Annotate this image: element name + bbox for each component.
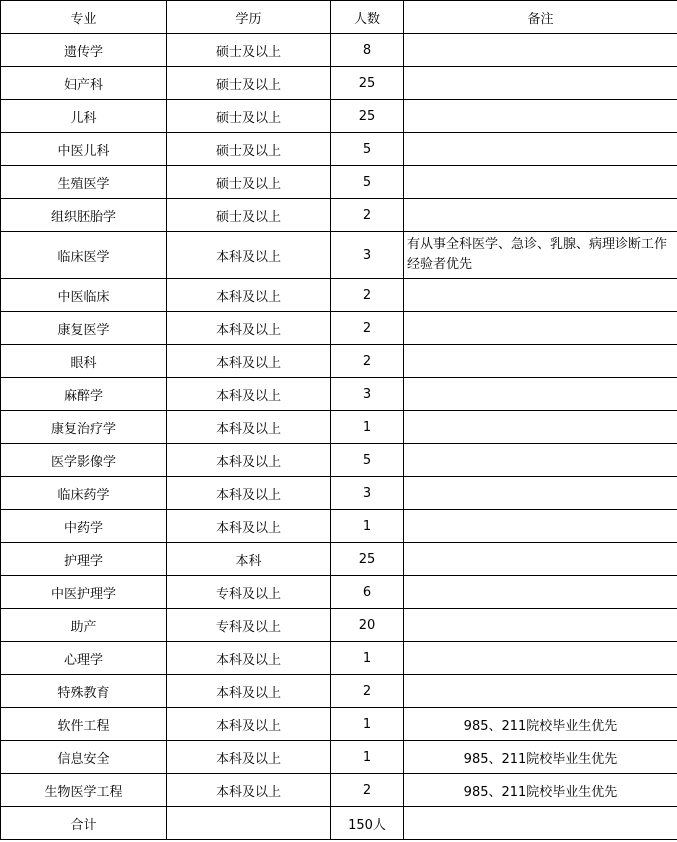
table-body — [1, 34, 677, 840]
cell-note — [404, 378, 677, 411]
cell-education: 硕士及以上 — [167, 166, 331, 199]
cell-count: 1 — [331, 708, 404, 741]
cell-count: 1 — [331, 510, 404, 543]
table-row — [1, 675, 677, 708]
cell-count: 2 — [331, 345, 404, 378]
cell-note — [404, 477, 677, 510]
cell-major: 临床药学 — [1, 477, 167, 510]
cell-count: 1 — [331, 741, 404, 774]
cell-note — [404, 199, 677, 232]
table-row — [1, 345, 677, 378]
table-row — [1, 232, 677, 279]
cell-note — [404, 345, 677, 378]
cell-education: 硕士及以上 — [167, 133, 331, 166]
cell-education: 本科及以上 — [167, 774, 331, 807]
cell-count: 5 — [331, 444, 404, 477]
table-row — [1, 774, 677, 807]
cell-major: 麻醉学 — [1, 378, 167, 411]
cell-count: 1 — [331, 642, 404, 675]
cell-education: 硕士及以上 — [167, 199, 331, 232]
cell-major: 生殖医学 — [1, 166, 167, 199]
cell-major: 生物医学工程 — [1, 774, 167, 807]
cell-major: 康复治疗学 — [1, 411, 167, 444]
cell-count: 5 — [331, 133, 404, 166]
cell-education: 本科及以上 — [167, 444, 331, 477]
cell-major: 护理学 — [1, 543, 167, 576]
cell-education: 本科及以上 — [167, 741, 331, 774]
table-row — [1, 609, 677, 642]
cell-note — [404, 642, 677, 675]
cell-count: 2 — [331, 774, 404, 807]
cell-major: 中医临床 — [1, 279, 167, 312]
cell-count: 25 — [331, 100, 404, 133]
cell-major: 助产 — [1, 609, 167, 642]
table-row — [1, 576, 677, 609]
cell-note: 985、211院校毕业生优先 — [404, 774, 677, 807]
cell-major: 遗传学 — [1, 34, 167, 67]
cell-note: 985、211院校毕业生优先 — [404, 708, 677, 741]
cell-major: 软件工程 — [1, 708, 167, 741]
cell-major: 妇产科 — [1, 67, 167, 100]
cell-major: 临床医学 — [1, 232, 167, 279]
header-note: 备注 — [404, 1, 677, 34]
cell-major: 眼科 — [1, 345, 167, 378]
total-education — [167, 807, 331, 840]
table-row — [1, 312, 677, 345]
total-row — [1, 807, 677, 840]
cell-education: 本科及以上 — [167, 411, 331, 444]
cell-education: 本科及以上 — [167, 675, 331, 708]
cell-count: 2 — [331, 199, 404, 232]
cell-major: 信息安全 — [1, 741, 167, 774]
cell-note — [404, 34, 677, 67]
cell-note — [404, 166, 677, 199]
cell-count: 5 — [331, 166, 404, 199]
cell-major: 医学影像学 — [1, 444, 167, 477]
cell-education: 本科及以上 — [167, 279, 331, 312]
table-row — [1, 477, 677, 510]
cell-count: 3 — [331, 232, 404, 279]
cell-major: 康复医学 — [1, 312, 167, 345]
cell-count: 2 — [331, 312, 404, 345]
cell-education: 本科及以上 — [167, 232, 331, 279]
cell-education: 本科及以上 — [167, 510, 331, 543]
total-label: 合计 — [1, 807, 167, 840]
cell-education: 本科及以上 — [167, 477, 331, 510]
table-row — [1, 133, 677, 166]
table-row — [1, 67, 677, 100]
cell-note — [404, 576, 677, 609]
cell-major: 儿科 — [1, 100, 167, 133]
cell-note — [404, 675, 677, 708]
cell-count: 3 — [331, 477, 404, 510]
cell-note — [404, 444, 677, 477]
table-row — [1, 411, 677, 444]
table-row — [1, 510, 677, 543]
cell-note — [404, 279, 677, 312]
header-major: 专业 — [1, 1, 167, 34]
table-row — [1, 279, 677, 312]
cell-note — [404, 510, 677, 543]
cell-major: 组织胚胎学 — [1, 199, 167, 232]
cell-education: 硕士及以上 — [167, 67, 331, 100]
table-row — [1, 642, 677, 675]
cell-education: 本科及以上 — [167, 708, 331, 741]
cell-count: 6 — [331, 576, 404, 609]
table-row — [1, 199, 677, 232]
table-row — [1, 378, 677, 411]
cell-count: 8 — [331, 34, 404, 67]
cell-count: 3 — [331, 378, 404, 411]
cell-education: 本科 — [167, 543, 331, 576]
cell-count: 2 — [331, 675, 404, 708]
total-note — [404, 807, 677, 840]
total-count: 150人 — [331, 807, 404, 840]
header-education: 学历 — [167, 1, 331, 34]
cell-count: 1 — [331, 411, 404, 444]
cell-count: 25 — [331, 543, 404, 576]
cell-major: 中医儿科 — [1, 133, 167, 166]
cell-education: 专科及以上 — [167, 576, 331, 609]
table-row — [1, 708, 677, 741]
cell-major: 中医护理学 — [1, 576, 167, 609]
cell-major: 特殊教育 — [1, 675, 167, 708]
cell-education: 本科及以上 — [167, 312, 331, 345]
table-row — [1, 166, 677, 199]
cell-education: 本科及以上 — [167, 378, 331, 411]
cell-education: 硕士及以上 — [167, 34, 331, 67]
table-row — [1, 543, 677, 576]
header-row — [1, 1, 677, 34]
cell-major: 心理学 — [1, 642, 167, 675]
table-row — [1, 444, 677, 477]
cell-education: 本科及以上 — [167, 642, 331, 675]
cell-education: 专科及以上 — [167, 609, 331, 642]
cell-note — [404, 609, 677, 642]
cell-note — [404, 133, 677, 166]
cell-count: 20 — [331, 609, 404, 642]
cell-note — [404, 67, 677, 100]
cell-note — [404, 312, 677, 345]
cell-count: 2 — [331, 279, 404, 312]
table-row — [1, 100, 677, 133]
cell-note — [404, 100, 677, 133]
cell-count: 25 — [331, 67, 404, 100]
cell-note: 有从事全科医学、急诊、乳腺、病理诊断工作经验者优先 — [404, 232, 677, 279]
cell-note — [404, 543, 677, 576]
cell-note — [404, 411, 677, 444]
table-row — [1, 34, 677, 67]
cell-major: 中药学 — [1, 510, 167, 543]
table-row — [1, 741, 677, 774]
cell-education: 硕士及以上 — [167, 100, 331, 133]
header-count: 人数 — [331, 1, 404, 34]
cell-education: 本科及以上 — [167, 345, 331, 378]
cell-note: 985、211院校毕业生优先 — [404, 741, 677, 774]
